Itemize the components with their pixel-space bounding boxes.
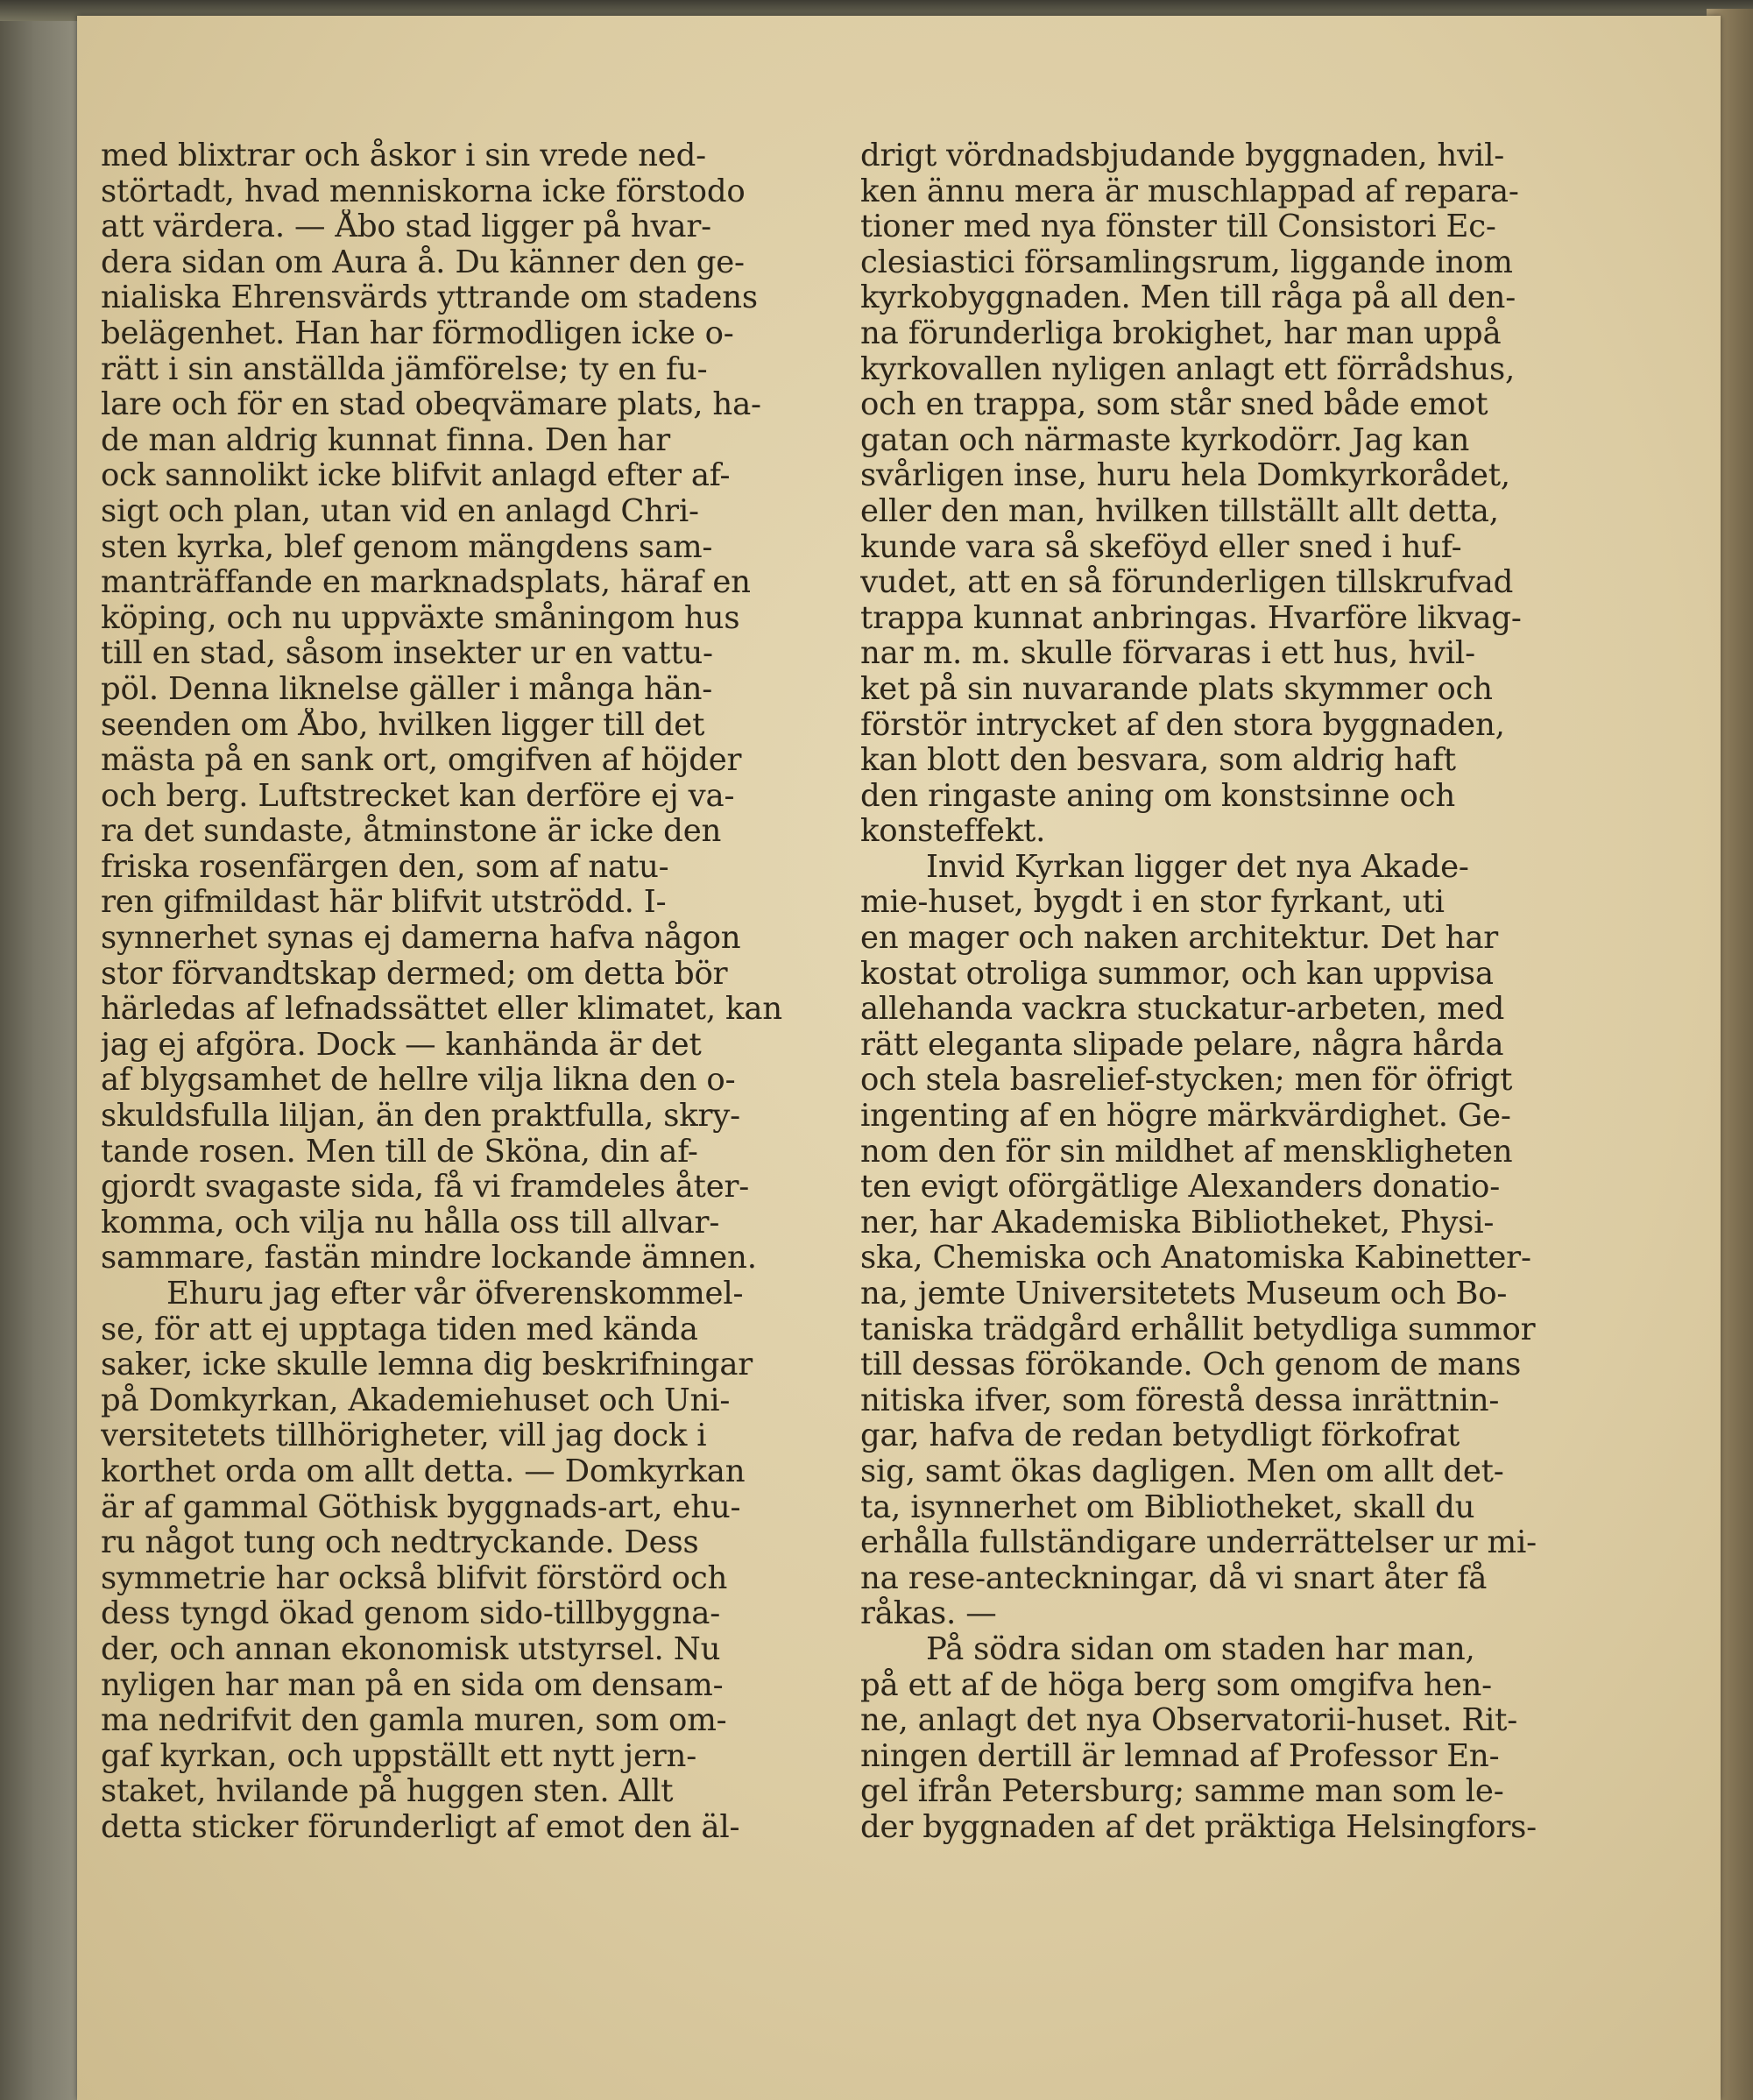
text-line: sammare, fastän mindre lockande ämnen. [101,1241,757,1276]
text-line: kyrkobyggnaden. Men till råga på all den- [860,280,1516,316]
text-line: jag ej afgöra. Dock — kanhända är det [101,1027,702,1063]
text-line: ska, Chemiska och Anatomiska Kabinetter- [860,1241,1531,1276]
text-line: vudet, att en så förunderligen tillskrufvad [860,565,1514,601]
text-line: der byggnaden af det präktiga Helsingfors- [860,1809,1537,1845]
right-text-column [860,138,1662,1846]
text-line: drigt vördnadsbjudande byggnaden, hvil- [860,138,1505,173]
text-line: nitiska ifver, som förestå dessa inrättnin- [860,1382,1500,1418]
text-line: pöl. Denna liknelse gäller i många hän- [101,671,713,707]
text-line: allehanda vackra stuckatur-arbeten, med [860,992,1505,1028]
text-line: På södra sidan om staden har man, [926,1631,1475,1667]
text-line: på ett af de höga berg som omgifva hen- [860,1667,1492,1703]
text-line: na, jemte Universitetets Museum och Bo- [860,1276,1508,1312]
text-line: af blygsamhet de hellre vilja likna den o- [101,1063,736,1099]
text-line: rätt eleganta slipade pelare, några hårda [860,1027,1504,1063]
text-line: ta, isynnerhet om Bibliotheket, skall du [860,1489,1475,1525]
text-line: lare och för en stad obeqvämare plats, ha- [101,387,761,423]
text-line: och en trappa, som står sned både emot [860,387,1488,423]
text-line: komma, och vilja nu hålla oss till allvar- [101,1205,720,1241]
text-line: na förunderliga brokighet, har man uppå [860,315,1502,351]
text-line: na rese-anteckningar, då vi snart åter få [860,1560,1488,1596]
text-line: på Domkyrkan, Akademiehuset och Uni- [101,1382,731,1418]
text-line: råkas. — [860,1596,997,1632]
text-line: Ehuru jag efter vår öfverenskommel- [166,1276,744,1312]
text-line: ningen dertill är lemnad af Professor En- [860,1738,1500,1774]
text-line: ner, har Akademiska Bibliotheket, Physi- [860,1205,1495,1241]
text-line: gaf kyrkan, och uppställt ett nytt jern- [101,1738,696,1774]
text-line: kan blott den besvara, som aldrig haft [860,743,1456,779]
text-line: dess tyngd ökad genom sido-tillbyggna- [101,1596,720,1632]
text-line: och berg. Luftstrecket kan derföre ej va- [101,778,735,814]
text-line: trappa kunnat anbringas. Hvarföre likvag- [860,600,1522,636]
text-line: detta sticker förunderligt af emot den äl- [101,1809,740,1845]
text-line: mie-huset, bygdt i en stor fyrkant, uti [860,885,1445,921]
text-line: med blixtrar och åskor i sin vrede ned- [101,138,706,173]
text-line: skuldsfulla liljan, än den praktfulla, skry- [101,1099,740,1135]
text-line: härledas af lefnadssättet eller klimatet, kan [101,992,782,1028]
text-line: till dessas förökande. Och genom de mans [860,1347,1522,1383]
text-line: ne, anlagt det nya Observatorii-huset. Rit- [860,1703,1518,1739]
text-line: kostat otroliga summor, och kan uppvisa [860,956,1494,992]
text-line: tioner med nya fönster till Consistori Ec- [860,209,1496,245]
text-line: gatan och närmaste kyrkodörr. Jag kan [860,422,1470,458]
text-line: versitetets tillhörigheter, vill jag dock i [101,1418,707,1454]
text-line: sten kyrka, blef genom mängdens sam- [101,529,713,565]
text-line: eller den man, hvilken tillställt allt detta, [860,493,1499,529]
text-line: är af gammal Göthisk byggnads-art, ehu- [101,1489,741,1525]
text-line: stor förvandtskap dermed; om detta bör [101,956,728,992]
text-line: och stela basrelief-stycken; men för öfrigt [860,1063,1513,1099]
text-line: korthet orda om allt detta. — Domkyrkan [101,1453,746,1489]
text-line: rätt i sin anställda jämförelse; ty en fu- [101,351,708,387]
text-line: taniska trädgård erhållit betydliga summor [860,1312,1536,1347]
text-line: ra det sundaste, åtminstone är icke den [101,814,722,850]
text-line: Invid Kyrkan ligger det nya Akade- [926,849,1469,885]
text-line: belägenhet. Han har förmodligen icke o- [101,315,734,351]
text-line: kyrkovallen nyligen anlagt ett förrådshus, [860,351,1516,387]
text-line: friska rosenfärgen den, som af natu- [101,849,669,885]
text-line: ket på sin nuvarande plats skymmer och [860,671,1493,707]
text-line: ock sannolikt icke blifvit anlagd efter af- [101,458,731,494]
text-line: nar m. m. skulle förvaras i ett hus, hvil- [860,636,1475,672]
text-line: ma nedrifvit den gamla muren, som om- [101,1703,727,1739]
text-line: ingenting af en högre märkvärdighet. Ge- [860,1099,1511,1135]
text-line: att värdera. — Åbo stad ligger på hvar- [101,209,711,245]
text-line: ten evigt oförgätlige Alexanders donatio- [860,1170,1501,1206]
text-line: sigt och plan, utan vid en anlagd Chri- [101,493,699,529]
text-line: der, och annan ekonomisk utstyrsel. Nu [101,1631,721,1667]
text-line: ru något tung och nedtryckande. Dess [101,1525,699,1561]
text-line: ren gifmildast här blifvit utströdd. I- [101,885,667,921]
text-line: saker, icke skulle lemna dig beskrifningar [101,1347,753,1383]
text-line: staket, hvilande på huggen sten. Allt [101,1774,674,1810]
text-line: nom den för sin mildhet af menskligheten [860,1134,1513,1170]
text-line: symmetrie har också blifvit förstörd och [101,1560,728,1596]
text-line: förstör intrycket af den stora byggnaden, [860,707,1505,743]
text-line: gar, hafva de redan betydligt förkofrat [860,1418,1460,1454]
text-line: mästa på en sank ort, omgifven af höjder [101,743,742,779]
text-line: clesiastici församlingsrum, liggande inom [860,244,1513,280]
text-line: tande rosen. Men till de Sköna, din af- [101,1134,698,1170]
text-line: kunde vara så skeföyd eller sned i huf- [860,529,1462,565]
text-line: manträffande en marknadsplats, häraf en [101,565,751,601]
text-line: konsteffekt. [860,814,1046,850]
text-line: en mager och naken architektur. Det har [860,921,1499,957]
text-line: ken ännu mera är muschlappad af repara- [860,173,1519,209]
text-line: till en stad, såsom insekter ur en vattu- [101,636,713,672]
text-line: störtadt, hvad menniskorna icke förstodo [101,173,746,209]
text-line: de man aldrig kunnat finna. Den har [101,422,670,458]
text-line: se, för att ej upptaga tiden med kända [101,1312,698,1347]
text-line: synnerhet synas ej damerna hafva någon [101,921,741,957]
text-line: den ringaste aning om konstsinne och [860,778,1456,814]
text-line: nialiska Ehrensvärds yttrande om stadens [101,280,758,316]
text-line: gjordt svagaste sida, få vi framdeles åter- [101,1170,750,1206]
text-line: seenden om Åbo, hvilken ligger till det [101,707,705,743]
text-line: gel ifrån Petersburg; samme man som le- [860,1774,1504,1810]
text-line: dera sidan om Aura å. Du känner den ge- [101,244,745,280]
text-line: svårligen inse, huru hela Domkyrkorådet, [860,458,1510,494]
text-line: erhålla fullständigare underrättelser ur mi- [860,1525,1537,1561]
text-line: sig, samt ökas dagligen. Men om allt det- [860,1453,1504,1489]
text-line: nyligen har man på en sida om densam- [101,1667,724,1703]
text-line: köping, och nu uppväxte småningom hus [101,600,740,636]
left-text-column [101,138,845,1846]
